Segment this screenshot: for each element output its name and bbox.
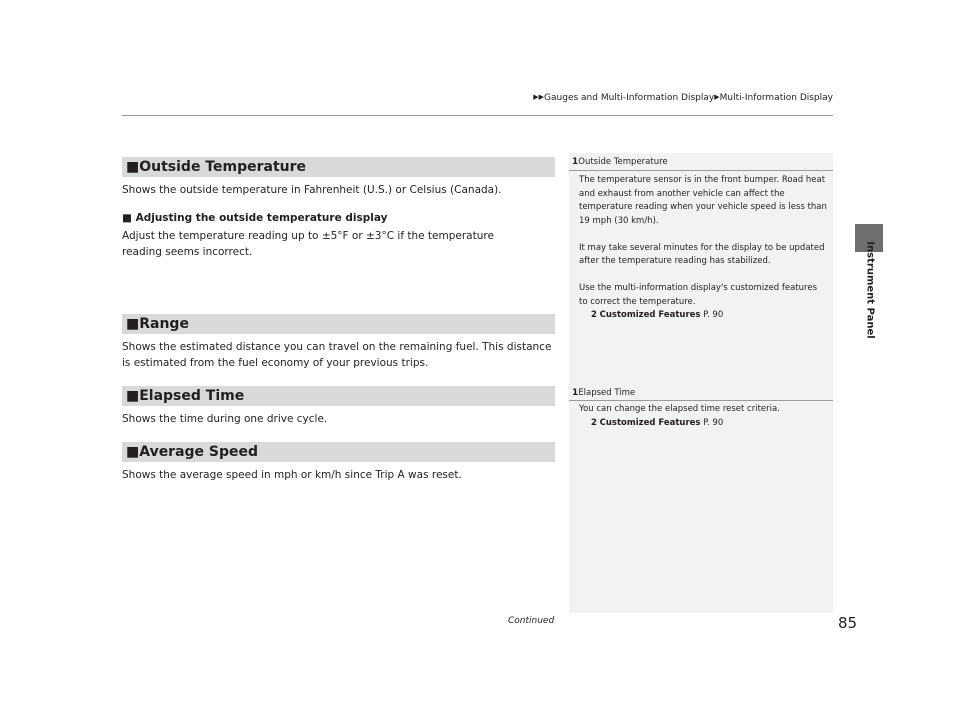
note-paragraph: You can change the elapsed time reset criteria. xyxy=(579,404,780,414)
breadcrumb-arrow-icon: ▶▶ xyxy=(533,93,545,101)
range-text: Shows the estimated distance you can travel on the remaining fuel. This distance is estimated from the fuel economy of your previous trips. xyxy=(122,341,552,369)
note-divider xyxy=(569,400,833,401)
reference-arrow-icon: 2 xyxy=(591,310,597,320)
chapter-label: Instrument Panel xyxy=(864,241,876,339)
note-body-outside-temperature xyxy=(579,174,827,323)
breadcrumb-arrow-icon: ▶ xyxy=(714,93,720,101)
average-speed-text: Shows the average speed in mph or km/h since Trip A was reset. xyxy=(122,469,462,481)
breadcrumb xyxy=(0,93,833,103)
cross-reference-link[interactable]: 2 Customized Features P. 90 xyxy=(591,310,724,320)
breadcrumb-item-mid[interactable]: Multi-Information Display xyxy=(719,93,833,103)
note-body-elapsed-time xyxy=(579,403,827,430)
note-paragraph: The temperature sensor is in the front bumper. Road heat and exhaust from another vehicle can affect the temperature reading when your vehicle speed is less than 19 mph (30 km/h). xyxy=(579,175,827,226)
page-number: 85 xyxy=(838,614,858,632)
note-marker-icon: 1 xyxy=(572,388,579,398)
adjusting-temperature-heading: ■ Adjusting the outside temperature display xyxy=(122,212,388,224)
note-paragraph: Use the multi-information display's customized features to correct the temperature. xyxy=(579,283,817,307)
outside-temperature-text: Shows the outside temperature in Fahrenheit (U.S.) or Celsius (Canada). xyxy=(122,184,502,196)
section-title-elapsed-time: ■Elapsed Time xyxy=(126,388,245,404)
breadcrumb-item-gauges[interactable]: Gauges and Multi-Information Display xyxy=(544,93,715,103)
header-divider xyxy=(122,115,833,116)
section-title-outside-temperature: ■Outside Temperature xyxy=(126,159,307,175)
note-paragraph: It may take several minutes for the display to be updated after the temperature reading has stabilized. xyxy=(579,242,825,266)
elapsed-time-text: Shows the time during one drive cycle. xyxy=(122,413,328,425)
section-title-range: ■Range xyxy=(126,316,189,332)
adjusting-temperature-text: Adjust the temperature reading up to ±5°F or ±3°C if the temperature reading seems incorrect. xyxy=(122,230,494,258)
cross-reference-link[interactable]: 2 Customized Features P. 90 xyxy=(591,417,724,428)
note-title-elapsed-time: 1Elapsed Time xyxy=(572,388,636,398)
reference-arrow-icon: 2 xyxy=(591,417,597,428)
note-marker-icon: 1 xyxy=(572,157,579,167)
continued-label: Continued xyxy=(508,616,555,626)
section-title-average-speed: ■Average Speed xyxy=(126,444,259,460)
note-divider xyxy=(569,170,833,171)
note-title-outside-temperature: 1Outside Temperature xyxy=(572,157,668,167)
